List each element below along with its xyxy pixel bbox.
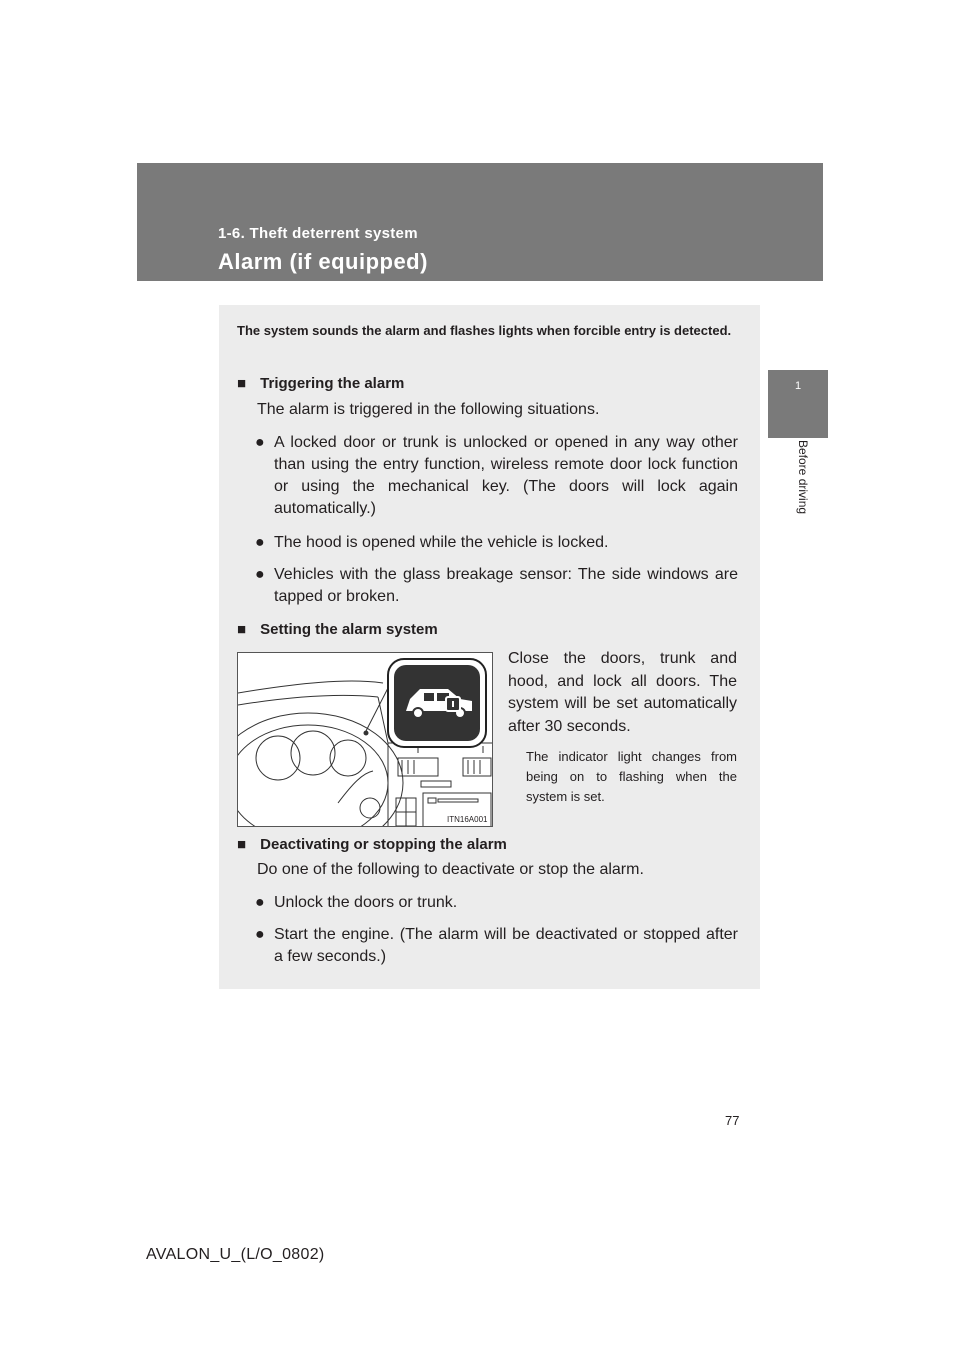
- dashboard-illustration: [237, 652, 493, 827]
- square-marker-icon: ■: [237, 836, 247, 853]
- section-label: 1-6. Theft deterrent system: [218, 225, 418, 242]
- heading-deactivating: ■ Deactivating or stopping the alarm: [237, 836, 507, 853]
- list-item: ● Vehicles with the glass breakage sensor: The side windows are tapped or broken.: [255, 566, 738, 605]
- chapter-title: Before driving: [796, 440, 810, 515]
- bullet-icon: ●: [255, 434, 265, 451]
- document-code: AVALON_U_(L/O_0802): [146, 1246, 325, 1263]
- setting-description: Close the doors, trunk and hood, and lock all doors. The system will be set automatically after 30 seconds.: [508, 650, 737, 735]
- deactivating-description: Do one of the following to deactivate or stop the alarm.: [257, 861, 644, 878]
- list-item: ● Unlock the doors or trunk.: [255, 892, 738, 914]
- heading-setting: ■ Setting the alarm system: [237, 621, 438, 638]
- bullet-icon: ●: [255, 566, 265, 583]
- bullet-icon: ●: [255, 894, 265, 911]
- chapter-number: 1: [794, 380, 802, 392]
- dashboard-drawing: [238, 653, 493, 827]
- page-title: Alarm (if equipped): [218, 249, 428, 274]
- bullet-icon: ●: [255, 926, 265, 943]
- intro-text: The system sounds the alarm and flashes lights when forcible entry is detected.: [237, 323, 732, 338]
- list-item: ● The hood is opened while the vehicle is locked.: [255, 532, 738, 554]
- square-marker-icon: ■: [237, 375, 247, 392]
- bullet-icon: ●: [255, 534, 265, 551]
- page-number: 77: [725, 1113, 740, 1128]
- heading-triggering: ■ Triggering the alarm: [237, 375, 405, 392]
- list-item: ● Start the engine. (The alarm will be deactivated or stopped after a few seconds.): [255, 926, 738, 965]
- figure-code: ITN16A001: [447, 815, 488, 824]
- square-marker-icon: ■: [237, 621, 247, 638]
- list-item: ● A locked door or trunk is unlocked or opened in any way other than using the entry function, wireless remote door lock function or using the mechanical key. (The doors will lock again automatically.): [255, 434, 738, 517]
- setting-note: The indicator light changes from being on to flashing when the system is set.: [526, 749, 737, 804]
- triggering-description: The alarm is triggered in the following situations.: [257, 401, 600, 418]
